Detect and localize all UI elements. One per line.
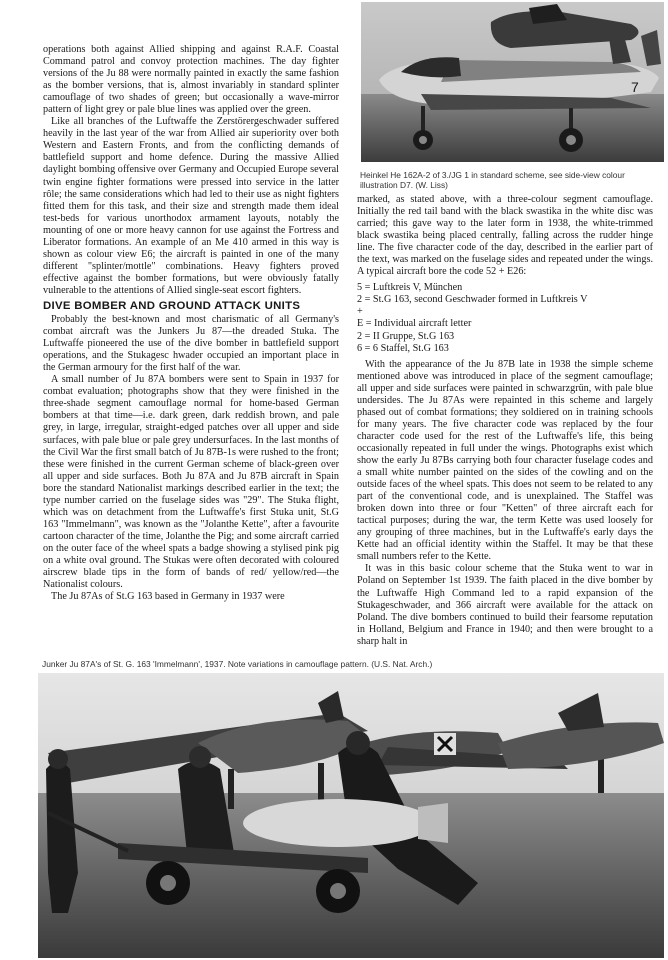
code-list [357,282,653,354]
he162-photo-graphic [361,2,664,162]
code-line: 2 = St.G 163, second Geschwader formed in Luftkreis V [357,294,588,306]
code-line: 6 = 6 Staffel, St.G 163 [357,342,449,354]
left-paragraph-4: A small number of Ju 87A bombers were sent to Spain in 1937 for combat evaluation; photographs show that they were finished in the three-shade segment camouflage normal for home-based German bombers at that time—i.e. dark green, dark reddish brown, and pale grey, in large, irregular, straight-edged patches over all upper and side surfaces, with pale blue or pale grey undersurfaces. In the last months of the Civil War the first small batch of Ju 87B-1s were rushed to the front; these were finished in the current German scheme of black-green over all upper and side surfaces. Both Ju 87A and Ju 87B aircraft in Spain bore the standard Nationalist markings described earlier in the text; the type number carried on the fuselage sides was "29". The Stuka flight, which was on detachment from the Luftwaffe's first Stuka unit, St.G 163 "Immelmann", was known as the "Jolanthe Kette", after a favourite cartoon character of the time, Jolanthe the Pig; and some aircraft carried on the outer face of the wheel spats a badge showing a stylised pink pig on a white oval ground. The Stukas were often decorated with coloured airscrew blade tips in the form of bands of red/ yellow/red—the Nationalist colours. [43,374,339,591]
aircraft-marking: 7 [631,79,639,95]
bottom-photo-caption: Junker Ju 87A's of St. G. 163 'Immelmann', 1937. Note variations in camouflage pattern. (U.S. Nat. Arch.) [42,659,433,669]
ju87-photo-graphic [38,673,664,958]
section-heading: DIVE BOMBER AND GROUND ATTACK UNITS [43,299,301,312]
code-line: 5 = Luftkreis V, München [357,282,463,294]
right-paragraph-3: It was in this basic colour scheme that the Stuka went to war in Poland on September 1st 1939. The faith placed in the dive bomber by the Luftwaffe High Command led to a rapid expansion of the Stukageschwader, and 366 aircraft were available for the attack on Poland. The dive bombers continued to build their fearsome reputation in Holland, Belgium and France in 1940; and then were brought to a sharp halt in [357,563,653,647]
left-paragraph-1: operations both against Allied shipping and against R.A.F. Coastal Command patrol and convoy protection machines. The day fighter versions of the Ju 88 were normally painted in exactly the same fashion as the bomber versions, that is, almost invariably in standard splinter camouflage of two shades of green; but occasionally a wave-mirror pattern of light grey or pale blue lines was applied over the green. [43,44,339,116]
code-line: + [357,306,363,318]
code-line: 2 = II Gruppe, St.G 163 [357,330,455,342]
top-photo-caption: Heinkel He 162A-2 of 3./JG 1 in standard scheme, see side-view colour illustration D7. (W. Liss) [360,170,625,191]
code-line: E = Individual aircraft letter [357,318,472,330]
left-paragraph-5: The Ju 87As of St.G 163 based in Germany in 1937 were [51,591,285,603]
right-column [357,194,653,648]
right-paragraph-1: marked, as stated above, with a three-colour segment camouflage. Initially the red tail band with the black swastika in the white disc was carried; this gave way to the later form in 1938, the white-trimmed black swastika being placed centrally, falling across the rudder hinge line. The five character code of the day, described in the earlier part of the text, was marked on the fuselage sides and repeated under the wings. A typical aircraft bore the code 52 + E26: [357,194,653,278]
ju87-photo [38,673,664,958]
he162-photo [361,2,664,162]
left-paragraph-3: Probably the best-known and most charismatic of all Germany's combat aircraft was the Junkers Ju 87—the dreaded Stuka. The Luftwaffe pioneered the use of the dive bomber in battlefield support operations, and the Stukagesc hwader occupied an important place in the German armoury for the first half of the war. [43,314,339,374]
left-column [43,44,339,603]
left-paragraph-2: Like all branches of the Luftwaffe the Zerstörergeschwader suffered heavily in the last year of the war from Allied air superiority over both Western and Eastern Fronts, and from the conflicting demands of battlefield support and home defence. During the massive Allied daylight bombing offensive over Germany and Occupied Europe several twin engine fighter formations were pressed into service in the latter rôle; the same considerations which had led to their use as night fighters fitted them for this task, and their size and strength made them ideal test-beds for various unorthodox armament layouts, notably the mounting of one or more heavy cannon for use against the Fortress and Liberator formations. An example of an Me 410 armed in this way is shown as colour view E6; the aircraft is painted in one of the many different "splinter/mottle" combinations. Heavy fighters proved effective against the bomber formations, but were obviously fatally vulnerable to the attentions of Allied single-seat escort fighters. [43,116,339,296]
right-paragraph-2: With the appearance of the Ju 87B late in 1938 the simple scheme mentioned above was introduced in place of the segment camouflage; all upper and side surfaces were painted in schwarzgrün, with pale blue undersides. The Ju 87As were repainted in this scheme and largely phased out of combat formations; they soldiered on in training schools for many years. The five character code was replaced by the four character code used for the rest of the Luftwaffe's life, this being occasionally repeated in full under the wings. Photographs exist which show the early Ju 87Bs carrying both four character fuselage codes and a small white number painted on the sides of the cowling and on the outside faces of the wheel spats. This does not seem to be related to any part of the conventional code, and is unexplained. The Staffel was broken down into three or four "Ketten" of three aircraft each for tactical purposes; during the war, the term Kette was used loosely for any grouping of three machines, but in the Luftwaffe's early days the Kette had an official identity within the Staffel. It may be that these small numbers refer to the Kette. [357,358,653,563]
